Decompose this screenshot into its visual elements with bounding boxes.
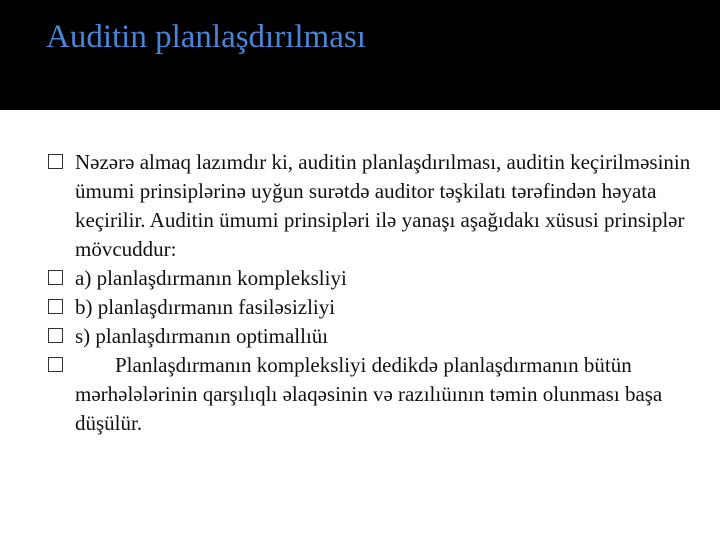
bullet-list [48, 148, 698, 438]
slide-title: Auditin planlaşdırılması [46, 19, 366, 55]
bullet-text: Planlaşdırmanın kompleksliyi dedikdə planlaşdırmanın bütün mərhələlərinin qarşılıqlı əlaqəsinin və razılıüının təmin olunması başa düşülür. [75, 353, 663, 435]
bullet-item [48, 148, 698, 264]
title-bar [0, 0, 720, 110]
empty-square-icon [48, 328, 63, 343]
bullet-text: b) planlaşdırmanın fasiləsizliyi [75, 295, 336, 319]
bullet-text: Nəzərə almaq lazımdır ki, auditin planlaşdırılması, auditin keçirilməsinin ümumi prinsiplərinə uyğun surətdə auditor təşkilatı tərəfindən həyata keçirilir. Auditin ümumi prinsipləri ilə yanaşı aşağıdakı xüsusi prinsiplər mövcuddur: [75, 150, 691, 261]
bullet-item [48, 293, 698, 322]
bullet-item [48, 322, 698, 351]
empty-square-icon [48, 154, 63, 169]
bullet-item [48, 264, 698, 293]
bullet-text: a) planlaşdırmanın kompleksliyi [75, 266, 347, 290]
empty-square-icon [48, 357, 63, 372]
bullet-text: s) planlaşdırmanın optimallıüı [75, 324, 329, 348]
empty-square-icon [48, 270, 63, 285]
bullet-item [48, 351, 698, 438]
empty-square-icon [48, 299, 63, 314]
